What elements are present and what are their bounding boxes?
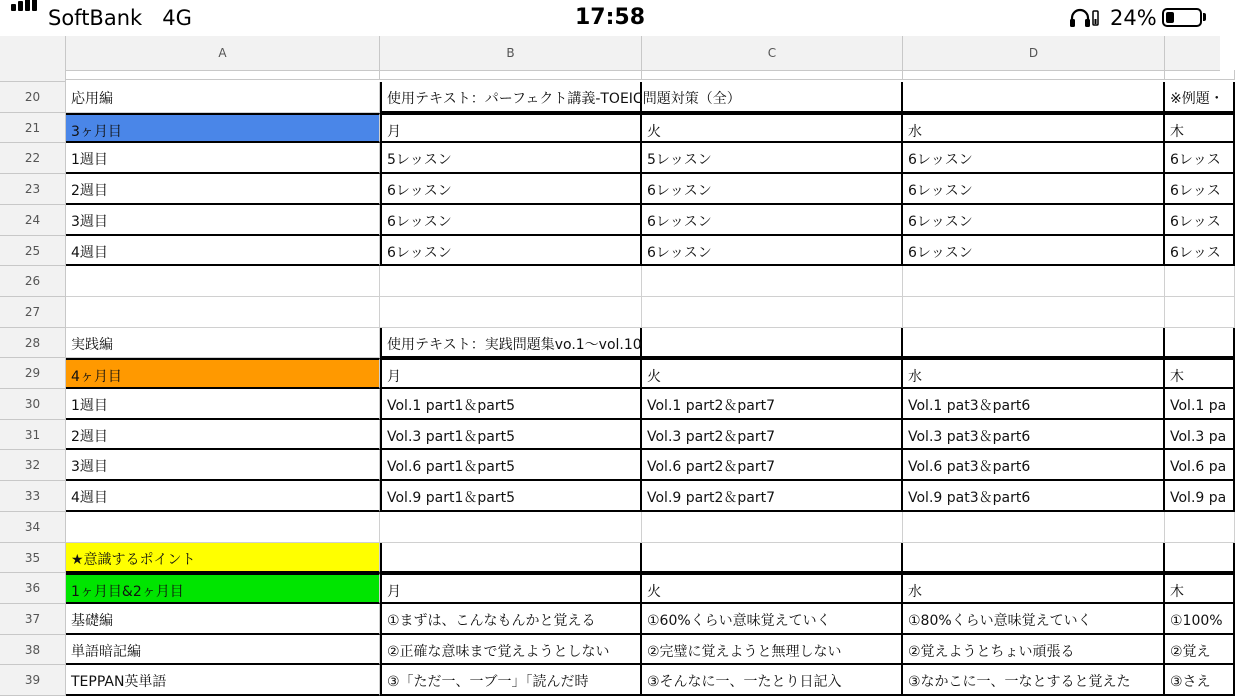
- cell-c37[interactable]: ①60%くらい意味覚えていく: [642, 604, 903, 635]
- cell-a22[interactable]: 1週目: [66, 143, 380, 174]
- cell-d30[interactable]: Vol.1 pat3＆part6: [903, 389, 1165, 420]
- row-header[interactable]: 27: [0, 297, 66, 328]
- column-header-bar: [0, 36, 1220, 71]
- row-header[interactable]: 35: [0, 543, 66, 573]
- cell-d31[interactable]: Vol.3 pat3＆part6: [903, 420, 1165, 450]
- cell-e27[interactable]: [1165, 297, 1235, 328]
- cell-b39[interactable]: ③「ただ一、一ブ一」「読んだ時: [380, 665, 642, 696]
- cell-c38[interactable]: ②完璧に覚えようと無理しない: [642, 635, 903, 665]
- cell-b32[interactable]: Vol.6 part1＆part5: [380, 450, 642, 481]
- row-header[interactable]: 36: [0, 573, 66, 604]
- cell-a31[interactable]: 2週目: [66, 420, 380, 450]
- cell-a26[interactable]: [66, 266, 380, 297]
- cell-e33[interactable]: Vol.9 pa: [1165, 481, 1235, 512]
- cell-e34[interactable]: [1165, 512, 1235, 543]
- cell-c33[interactable]: Vol.9 part2＆part7: [642, 481, 903, 512]
- cell-e35[interactable]: [1165, 543, 1235, 573]
- carrier-label: SoftBank 4G: [48, 6, 192, 30]
- cell-b25[interactable]: 6レッスン: [380, 236, 642, 266]
- row-header[interactable]: 32: [0, 450, 66, 481]
- headphones-icon: [1069, 8, 1099, 28]
- cell-b33[interactable]: Vol.9 part1＆part5: [380, 481, 642, 512]
- cell-c21[interactable]: 火: [642, 113, 903, 143]
- cell-a25[interactable]: 4週目: [66, 236, 380, 266]
- cell-d39[interactable]: ③なかこに一、一なとすると覚えた: [903, 665, 1165, 696]
- cell-a21[interactable]: 3ヶ月目: [66, 113, 380, 143]
- cell-d23[interactable]: 6レッスン: [903, 174, 1165, 205]
- cell-e32[interactable]: Vol.6 pa: [1165, 450, 1235, 481]
- row-header[interactable]: 24: [0, 205, 66, 236]
- cell-a34[interactable]: [66, 512, 380, 543]
- cell-d33[interactable]: Vol.9 pat3＆part6: [903, 481, 1165, 512]
- cell-e21[interactable]: 木: [1165, 113, 1235, 143]
- cell-a33[interactable]: 4週目: [66, 481, 380, 512]
- cell-d28[interactable]: [903, 328, 1165, 358]
- select-all-corner[interactable]: [0, 36, 66, 70]
- cell-d38[interactable]: ②覚えようとちょい頑張る: [903, 635, 1165, 665]
- cell-d32[interactable]: Vol.6 pat3＆part6: [903, 450, 1165, 481]
- cell-b29[interactable]: 月: [380, 358, 642, 389]
- cell-b37[interactable]: ①まずは、こんなもんかと覚える: [380, 604, 642, 635]
- cell-e31[interactable]: Vol.3 pa: [1165, 420, 1235, 450]
- cell-a28[interactable]: 実践編: [66, 328, 380, 358]
- row-header[interactable]: 37: [0, 604, 66, 635]
- cell-b21[interactable]: 月: [380, 113, 642, 143]
- cell-b38[interactable]: ②正確な意味まで覚えようとしない: [380, 635, 642, 665]
- cell-a37[interactable]: 基礎編: [66, 604, 380, 635]
- cell-a24[interactable]: 3週目: [66, 205, 380, 236]
- cell-c30[interactable]: Vol.1 part2＆part7: [642, 389, 903, 420]
- cell-e22[interactable]: 6レッス: [1165, 143, 1235, 174]
- row-header[interactable]: 20: [0, 82, 66, 113]
- cell-e26[interactable]: [1165, 266, 1235, 297]
- cell-d29[interactable]: 水: [903, 358, 1165, 389]
- cell-b36[interactable]: 月: [380, 573, 642, 604]
- cell-b23[interactable]: 6レッスン: [380, 174, 642, 205]
- cell-b27[interactable]: [380, 297, 642, 328]
- row-header[interactable]: 22: [0, 143, 66, 174]
- cell-d25[interactable]: 6レッスン: [903, 236, 1165, 266]
- cell-a23[interactable]: 2週目: [66, 174, 380, 205]
- status-bar: [0, 0, 1220, 36]
- cell-c34[interactable]: [642, 512, 903, 543]
- cell-b28[interactable]: 使用テキスト：実践問題集vo.1〜vol.10: [380, 328, 642, 358]
- spreadsheet-grid[interactable]: [0, 70, 1227, 690]
- row-header[interactable]: 26: [0, 266, 66, 297]
- row-header[interactable]: 30: [0, 389, 66, 420]
- cell-e28[interactable]: [1165, 328, 1235, 358]
- cell-b22[interactable]: 5レッスン: [380, 143, 642, 174]
- column-header-d[interactable]: D: [903, 36, 1165, 70]
- cell-a39[interactable]: TEPPAN英単語: [66, 665, 380, 696]
- cell-c25[interactable]: 6レッスン: [642, 236, 903, 266]
- cell-a36[interactable]: 1ヶ月目&2ヶ月目: [66, 573, 380, 604]
- cell-c39[interactable]: ③そんなに一、一たとり日記入: [642, 665, 903, 696]
- column-header-b[interactable]: B: [380, 36, 642, 70]
- cell-e38[interactable]: ②覚え: [1165, 635, 1235, 665]
- cell-b30[interactable]: Vol.1 part1＆part5: [380, 389, 642, 420]
- battery-percentage: 24%: [1110, 6, 1157, 30]
- cell-a38[interactable]: 単語暗記編: [66, 635, 380, 665]
- status-time: 17:58: [574, 5, 646, 30]
- row-header[interactable]: 25: [0, 236, 66, 266]
- row-header[interactable]: 31: [0, 420, 66, 450]
- cell-a20[interactable]: 応用編: [66, 82, 380, 113]
- row-header[interactable]: 38: [0, 635, 66, 665]
- cell-c26[interactable]: [642, 266, 903, 297]
- network-type: 4G: [162, 6, 192, 30]
- cell-b34[interactable]: [380, 512, 642, 543]
- cell-c22[interactable]: 5レッスン: [642, 143, 903, 174]
- cell-d34[interactable]: [903, 512, 1165, 543]
- battery-icon: [1162, 8, 1202, 27]
- cell-e23[interactable]: 6レッス: [1165, 174, 1235, 205]
- cell-c31[interactable]: Vol.3 part2＆part7: [642, 420, 903, 450]
- row-header[interactable]: 28: [0, 328, 66, 358]
- cell-e20[interactable]: ※例題・: [1165, 82, 1235, 113]
- cell-b35[interactable]: [380, 543, 642, 573]
- cell-b26[interactable]: [380, 266, 642, 297]
- cell-c35[interactable]: [642, 543, 903, 573]
- cell-e25[interactable]: 6レッス: [1165, 236, 1235, 266]
- cell-d20[interactable]: [903, 82, 1165, 113]
- cell-e24[interactable]: 6レッス: [1165, 205, 1235, 236]
- row-header[interactable]: 33: [0, 481, 66, 512]
- cell-b24[interactable]: 6レッスン: [380, 205, 642, 236]
- cell-c36[interactable]: 火: [642, 573, 903, 604]
- row-header[interactable]: 21: [0, 113, 66, 143]
- cell-d35[interactable]: [903, 543, 1165, 573]
- cell-c24[interactable]: 6レッスン: [642, 205, 903, 236]
- column-header-e[interactable]: [1165, 36, 1225, 70]
- cell-a27[interactable]: [66, 297, 380, 328]
- cell-c23[interactable]: 6レッスン: [642, 174, 903, 205]
- cell-e39[interactable]: ③さえ: [1165, 665, 1235, 696]
- row-header[interactable]: 39: [0, 665, 66, 696]
- cell-b31[interactable]: Vol.3 part1＆part5: [380, 420, 642, 450]
- cell-d26[interactable]: [903, 266, 1165, 297]
- cell-a32[interactable]: 3週目: [66, 450, 380, 481]
- cell-e36[interactable]: 木: [1165, 573, 1235, 604]
- cell-d21[interactable]: 水: [903, 113, 1165, 143]
- cell-c20[interactable]: [642, 82, 903, 113]
- cell-e37[interactable]: ①100%: [1165, 604, 1235, 635]
- row-header[interactable]: 34: [0, 512, 66, 543]
- cell-d24[interactable]: 6レッスン: [903, 205, 1165, 236]
- row-header[interactable]: 29: [0, 358, 66, 389]
- cell-d36[interactable]: 水: [903, 573, 1165, 604]
- cell-d22[interactable]: 6レッスン: [903, 143, 1165, 174]
- cell-c29[interactable]: 火: [642, 358, 903, 389]
- column-header-c[interactable]: C: [642, 36, 903, 70]
- cell-a30[interactable]: 1週目: [66, 389, 380, 420]
- cell-c27[interactable]: [642, 297, 903, 328]
- cell-e30[interactable]: Vol.1 pa: [1165, 389, 1235, 420]
- cell-e29[interactable]: 木: [1165, 358, 1235, 389]
- cell-a35[interactable]: ★意識するポイント: [66, 543, 380, 573]
- cell-d27[interactable]: [903, 297, 1165, 328]
- row-header[interactable]: 23: [0, 174, 66, 205]
- cell-a29[interactable]: 4ヶ月目: [66, 358, 380, 389]
- cell-c32[interactable]: Vol.6 part2＆part7: [642, 450, 903, 481]
- column-header-a[interactable]: A: [66, 36, 380, 70]
- cell-b20[interactable]: 使用テキスト：パーフェクト講義-TOEIC問題対策（全）: [380, 82, 642, 113]
- cell-c28[interactable]: [642, 328, 903, 358]
- cell-d37[interactable]: ①80%くらい意味覚えていく: [903, 604, 1165, 635]
